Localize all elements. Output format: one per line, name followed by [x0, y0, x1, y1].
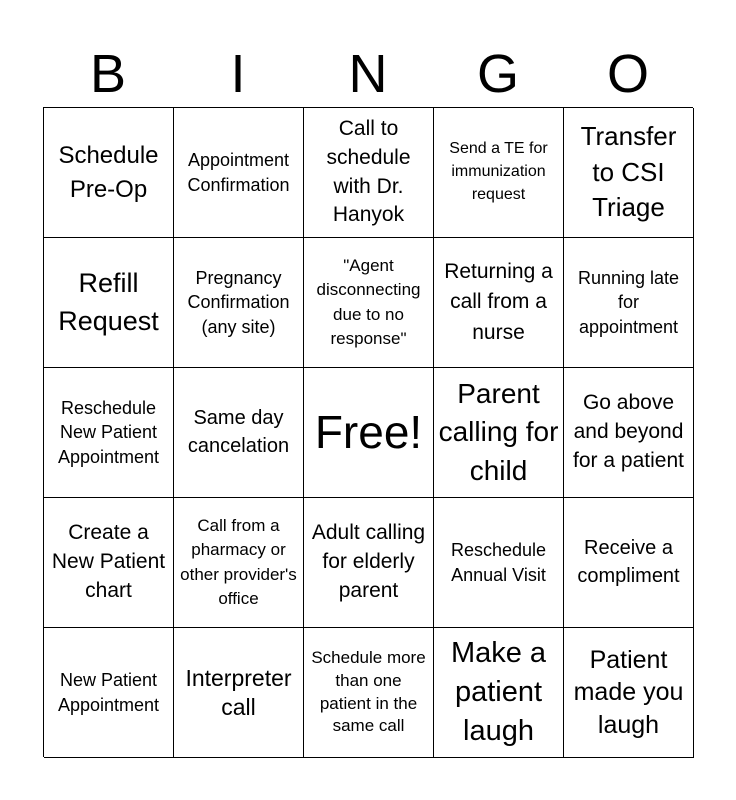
cell-text: Pregnancy Confirmation (any site): [187, 268, 290, 337]
cell-text: Go above and beyond for a patient: [573, 391, 684, 472]
bingo-cell[interactable]: [434, 628, 564, 758]
header-letter-n: N: [348, 44, 388, 104]
bingo-cell[interactable]: [44, 498, 174, 628]
cell-text: Transfer to CSI Triage: [580, 120, 677, 223]
bingo-cell[interactable]: [434, 498, 564, 628]
header-letter-i: I: [230, 44, 246, 104]
bingo-cell[interactable]: [174, 628, 304, 758]
bingo-cell[interactable]: [304, 238, 434, 368]
bingo-cell[interactable]: [44, 368, 174, 498]
bingo-header: [43, 40, 693, 108]
header-letter-g: G: [476, 44, 519, 104]
header-letter-o: O: [606, 44, 649, 104]
bingo-cell[interactable]: [174, 498, 304, 628]
bingo-cell[interactable]: [434, 368, 564, 498]
bingo-cell[interactable]: [564, 108, 694, 238]
bingo-cell[interactable]: [304, 368, 434, 498]
bingo-cell[interactable]: [564, 498, 694, 628]
header-letter-b: B: [89, 44, 127, 104]
bingo-board: [43, 107, 693, 757]
cell-text: Create a New Patient chart: [51, 521, 166, 602]
bingo-cell[interactable]: [44, 238, 174, 368]
cell-text: Call from a pharmacy or other provider's office: [180, 516, 297, 608]
cell-text: Returning a call from a nurse: [444, 260, 553, 344]
cell-text: Adult calling for elderly parent: [311, 521, 426, 602]
bingo-cell[interactable]: [564, 368, 694, 498]
bingo-cell[interactable]: [564, 628, 694, 758]
cell-text: Same day cancelation: [187, 407, 290, 457]
bingo-cell[interactable]: [434, 238, 564, 368]
bingo-cell[interactable]: [174, 368, 304, 498]
bingo-cell[interactable]: [174, 238, 304, 368]
bingo-cell[interactable]: [44, 628, 174, 758]
bingo-cell[interactable]: [304, 498, 434, 628]
cell-text: New Patient Appointment: [57, 670, 160, 715]
cell-text: Running late for appointment: [577, 268, 680, 337]
cell-text: Reschedule New Patient Appointment: [57, 398, 160, 467]
cell-text: Interpreter call: [185, 664, 292, 720]
cell-text: Send a TE for immunization request: [449, 140, 548, 203]
cell-text: Schedule more than one patient in the same call: [311, 647, 426, 736]
cell-text: Schedule Pre-Op: [58, 142, 159, 203]
cell-text: Reschedule Annual Visit: [450, 540, 547, 585]
free-space-text: Free!: [314, 405, 423, 458]
bingo-cell[interactable]: [174, 108, 304, 238]
cell-text: Appointment Confirmation: [187, 150, 290, 195]
cell-text: "Agent disconnecting due to no response": [316, 256, 421, 348]
cell-text: Refill Request: [58, 268, 159, 336]
cell-text: Patient made you laugh: [573, 645, 684, 739]
cell-text: Receive a compliment: [577, 537, 680, 587]
cell-text: Parent calling for child: [438, 378, 559, 486]
cell-text: Call to schedule with Dr. Hanyok: [326, 116, 411, 227]
bingo-cell[interactable]: [564, 238, 694, 368]
bingo-cell[interactable]: [304, 108, 434, 238]
bingo-cell[interactable]: [304, 628, 434, 758]
bingo-cell[interactable]: [44, 108, 174, 238]
cell-text: Make a patient laugh: [450, 636, 547, 748]
bingo-cell[interactable]: [434, 108, 564, 238]
